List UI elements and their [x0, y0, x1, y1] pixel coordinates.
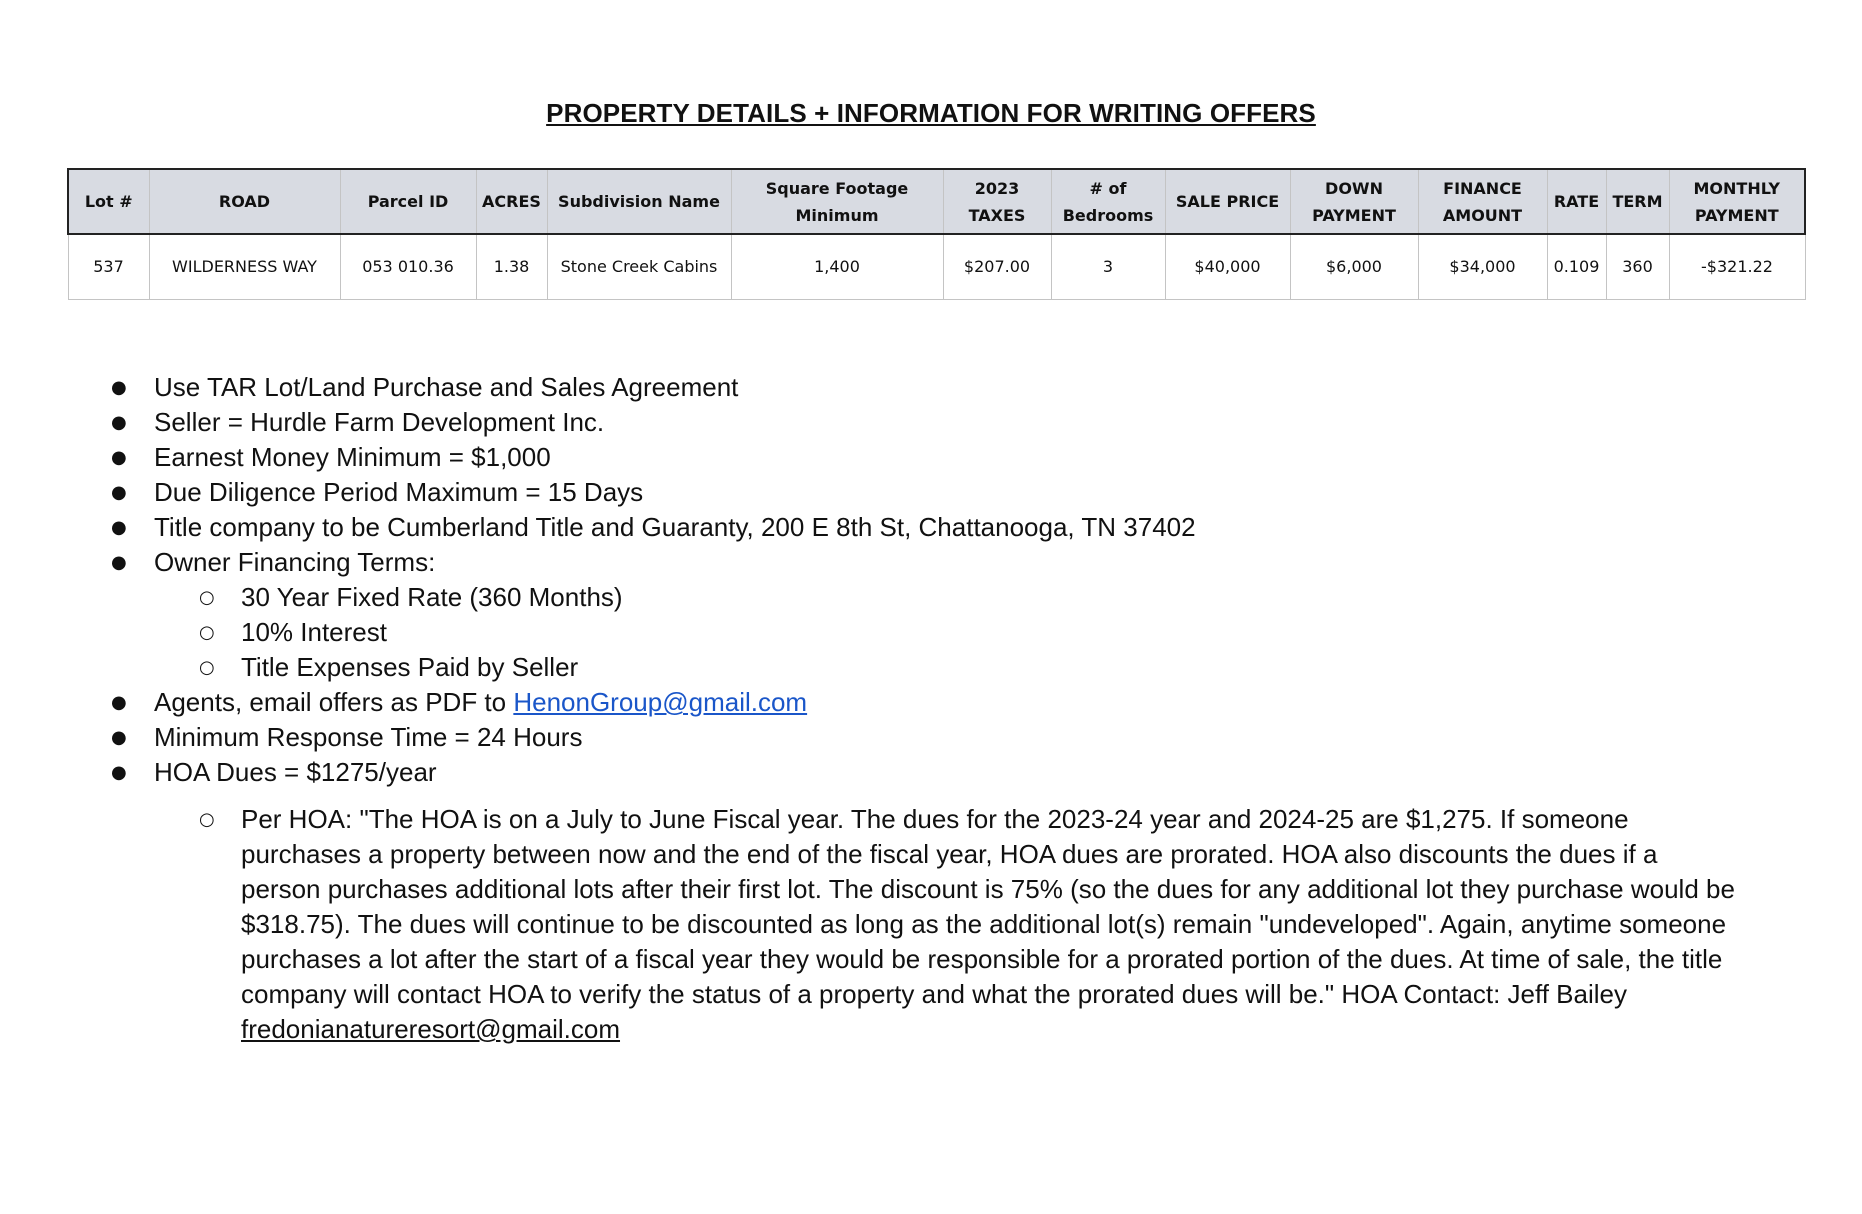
list-item	[0, 440, 1862, 475]
header-finance-amount: FINANCE AMOUNT	[1418, 169, 1547, 234]
sub-list-item	[0, 650, 1862, 685]
sub-list-item-text: Title Expenses Paid by Seller	[241, 652, 579, 682]
table-row	[68, 234, 1805, 299]
cell-finance-amount: $34,000	[1418, 234, 1547, 299]
list-item	[0, 510, 1862, 545]
header-rate: RATE	[1547, 169, 1606, 234]
cell-parcel-id: 053 010.36	[340, 234, 476, 299]
list-item	[0, 720, 1862, 755]
header-road: ROAD	[149, 169, 340, 234]
list-item-text: Title company to be Cumberland Title and Guaranty, 200 E 8th St, Chattanooga, TN 37402	[154, 512, 1196, 542]
property-table	[67, 168, 1806, 300]
table-header-row	[68, 169, 1805, 234]
list-item-text: Use TAR Lot/Land Purchase and Sales Agreement	[154, 372, 739, 402]
cell-lot: 537	[68, 234, 149, 299]
cell-sale-price: $40,000	[1165, 234, 1290, 299]
list-item	[0, 545, 1862, 685]
email-link-hoa-contact[interactable]: fredonianatureresort@gmail.com	[241, 1014, 621, 1044]
list-item-text: Due Diligence Period Maximum = 15 Days	[154, 477, 644, 507]
list-item-text: Seller = Hurdle Farm Development Inc.	[154, 407, 605, 437]
cell-down-payment: $6,000	[1290, 234, 1418, 299]
list-item-text: HOA Dues = $1275/year	[154, 757, 437, 787]
hoa-note-text: Per HOA: "The HOA is on a July to June Fiscal year. The dues for the 2023-24 year and 2024-25 are $1,275. If someone purchases a property between now and the end of the fiscal year, HOA dues are prorated. HOA also discounts the dues if a person purchases additional lots after their first lot. The discount is 75% (so the dues for any additional lot they purchase would be $318.75). The dues will continue to be discounted as long as the additional lot(s) remain "undeveloped". Again, anytime someone purchases a lot after the start of a fiscal year they would be responsible for a prorated portion of the dues. At time of sale, the title company will contact HOA to verify the status of a property and what the prorated dues will be." HOA Contact: Jeff Bailey	[241, 804, 1735, 1009]
cell-term: 360	[1606, 234, 1669, 299]
hoa-note-item	[0, 802, 1741, 1047]
header-acres: ACRES	[476, 169, 547, 234]
sub-list-item-text: 30 Year Fixed Rate (360 Months)	[241, 582, 623, 612]
header-subdivision: Subdivision Name	[547, 169, 731, 234]
cell-monthly-payment: -$321.22	[1669, 234, 1805, 299]
email-link-henon-group[interactable]: HenonGroup@gmail.com	[513, 687, 808, 717]
cell-taxes: $207.00	[943, 234, 1051, 299]
cell-acres: 1.38	[476, 234, 547, 299]
sub-list-item	[0, 615, 1862, 650]
header-down-payment: DOWN PAYMENT	[1290, 169, 1418, 234]
header-term: TERM	[1606, 169, 1669, 234]
financing-terms-list	[154, 580, 1862, 685]
header-parcel-id: Parcel ID	[340, 169, 476, 234]
list-item	[0, 685, 1862, 720]
list-item	[0, 370, 1862, 405]
header-monthly-payment: MONTHLY PAYMENT	[1669, 169, 1805, 234]
cell-rate: 0.109	[1547, 234, 1606, 299]
list-item-text: Owner Financing Terms:	[154, 547, 436, 577]
document-title: PROPERTY DETAILS + INFORMATION FOR WRITING OFFERS	[546, 98, 1316, 128]
list-item	[0, 755, 1862, 1047]
list-item-text: Agents, email offers as PDF to	[154, 687, 514, 717]
cell-bedrooms: 3	[1051, 234, 1165, 299]
header-bedrooms: # of Bedrooms	[1051, 169, 1165, 234]
cell-square-footage: 1,400	[731, 234, 943, 299]
header-lot: Lot #	[68, 169, 149, 234]
cell-road: WILDERNESS WAY	[149, 234, 340, 299]
header-sale-price: SALE PRICE	[1165, 169, 1290, 234]
header-square-footage: Square Footage Minimum	[731, 169, 943, 234]
cell-subdivision: Stone Creek Cabins	[547, 234, 731, 299]
sub-list-item	[0, 580, 1862, 615]
offer-info-list	[0, 370, 1862, 1047]
hoa-note-list	[154, 802, 1862, 1047]
list-item-text: Minimum Response Time = 24 Hours	[154, 722, 583, 752]
list-item	[0, 405, 1862, 440]
list-item	[0, 475, 1862, 510]
sub-list-item-text: 10% Interest	[241, 617, 387, 647]
header-taxes: 2023 TAXES	[943, 169, 1051, 234]
list-item-text: Earnest Money Minimum = $1,000	[154, 442, 551, 472]
